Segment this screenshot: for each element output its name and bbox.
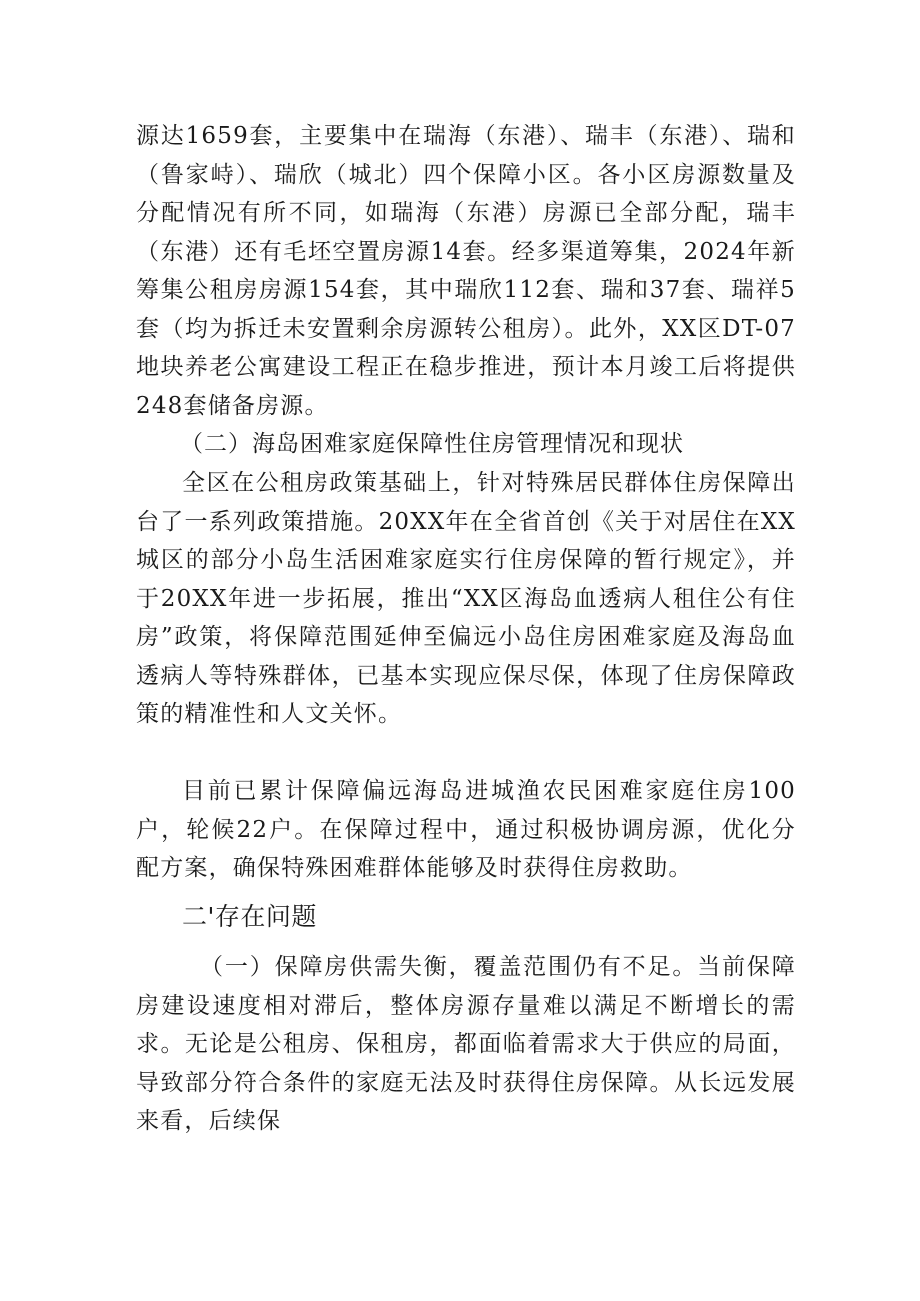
- paragraph-supply-demand-problem: （一）保障房供需失衡，覆盖范围仍有不足。当前保障房建设速度相对滞后，整体房源存量难以满足不断增长的需求。无论是公租房、保租房，都面临着需求大于供应的局面，导致部分符合条件的家庭无法及时获得住房保障。从长远发展来看，后续保: [136, 954, 796, 1134]
- paragraph-current-status: 目前已累计保障偏远海岛进城渔农民困难家庭住房100户，轮候22户。在保障过程中，通过积极协调房源，优化分配方案，确保特殊困难群体能够及时获得住房救助。: [136, 778, 796, 881]
- paragraph-housing-sources: 源达1659套，主要集中在瑞海（东港）、瑞丰（东港）、瑞和（鲁家峙）、瑞欣（城北）四个保障小区。各小区房源数量及分配情况有所不同，如瑞海（东港）房源已全部分配，瑞丰（东港）还有毛坯空置房源14套。经多渠道筹集，2024年新筹集公租房房源154套，其中瑞欣112套、瑞和37套、瑞祥5套（均为拆迁未安置剩余房源转公租房）。此外，XX区DT-07地块养老公寓建设工程正在稳步推进，预计本月竣工后将提供248套储备房源。: [136, 123, 796, 419]
- paragraph-policy-measures: 全区在公租房政策基础上，针对特殊居民群体住房保障出台了一系列政策措施。20XX年在全省首创《关于对居住在XX城区的部分小岛生活困难家庭实行住房保障的暂行规定》，并于20XX年进一步拓展，推出“XX区海岛血透病人租住公有住房”政策，将保障范围延伸至偏远小岛住房困难家庭及海岛血透病人等特殊群体，已基本实现应保尽保，体现了住房保障政策的精准性和人文关怀。: [136, 470, 796, 727]
- subheading-island-families: （二）海岛困难家庭保障性住房管理情况和现状: [180, 431, 684, 457]
- section-heading-problems: 二'存在问题: [182, 902, 317, 931]
